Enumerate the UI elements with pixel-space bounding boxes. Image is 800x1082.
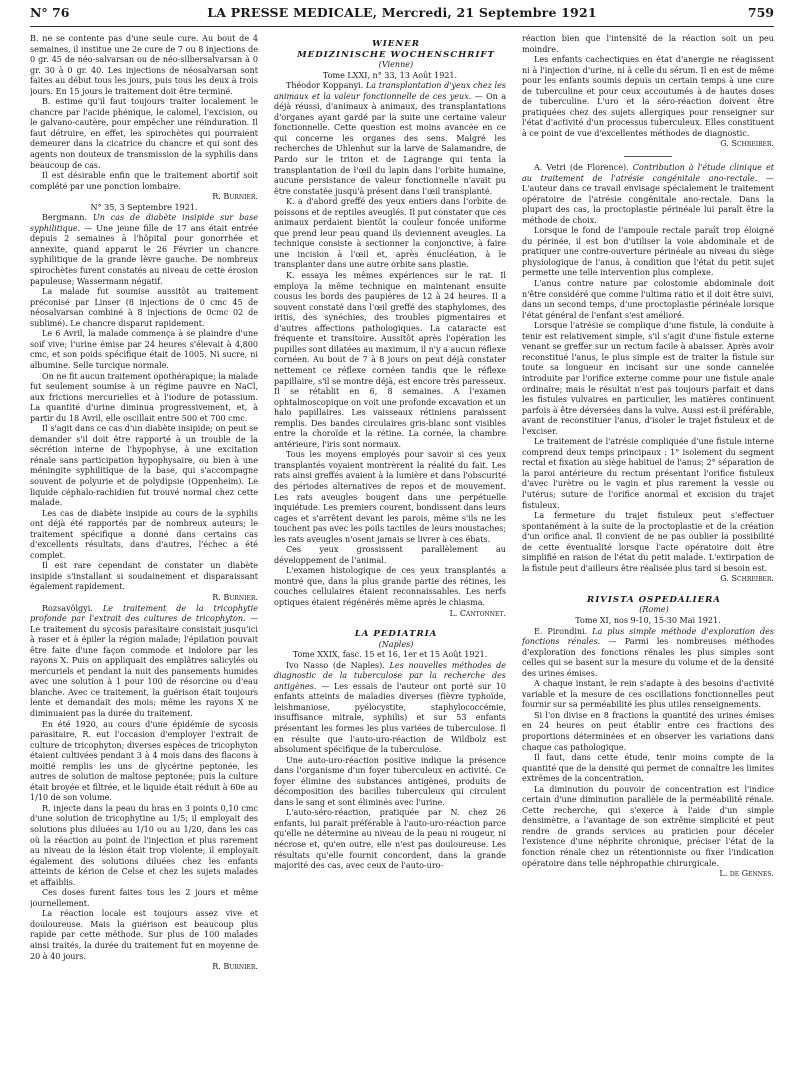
- paragraph: Il faut, dans cette étude, tenir moins compte de la quantité que de la densité qui permet de connaître les limites extrêmes de la concentration.: [522, 753, 774, 784]
- paragraph: Il est désirable enfin que le traitement abortif soit complété par une ponction lombaire.: [30, 171, 258, 191]
- article-title: La plus simple méthode d'exploration des fonctions rénales.: [522, 626, 774, 647]
- paragraph: L'anus contre nature par colostomie abdominale doit n'être considéré que comme l'ultima ratio et il doit être suivi, dans un second temps, d'une proctoplastie périnéale lorsque l'état général de l'enfant s'est amélioré.: [522, 279, 774, 320]
- article-title: Le traitement de la tricophytie profonde par l'extrait des cultures de tricophyton.: [30, 603, 258, 624]
- paragraph: B. ne se contente pas d'une seule cure. Au bout de 4 semaines, il institue une 2e cure de 7 ou 8 injections de 0 gr. 45 de néo-salvarsan ou de néo-silbersalvarsan à 0 gr. 30 à 0 gr. 40. Les injections de néosalvarsan sont faites au début tous les jours, puis tous les deux à trois jours. En 15 jours le traitement doit être terminé.: [30, 34, 258, 96]
- issue-line: Tome XXIX, fasc. 15 et 16, 1er et 15 Août 1921.: [292, 650, 488, 660]
- article-intro: [30, 604, 258, 720]
- article-text: — On a déjà réussi, d'animaux à animaux, des transplantations d'organes ayant gardé par la suite une certaine valeur fonctionnelle. Cette question est moins avancée en ce qui concerne les organes des sens. Malgré les recherches de Uhlenhut sur la larve de Salamandre, de Pardo sur le triton et de Lagrange qui tenta la transplantation de l'œil du lapin dans l'orbite humaine, aucune persistance de valeur fonctionnelle n'avait pu être constatée jusqu'à présent dans l'œil transplanté.: [274, 91, 506, 196]
- article-intro: [522, 163, 774, 226]
- paragraph: Une auto-uro-réaction positive indique la présence dans l'organisme d'un foyer tuberculeux en activité. Ce foyer élimine des substances antigènes, produits de décomposition des bacilles tuberculeux qui circulent dans le sang et sont éliminés avec l'urine.: [274, 755, 506, 807]
- article-text: — Le traitement du sycosis parasitaire consistait jusqu'ici à raser et à épiler la région malade; l'épilation pouvait être faite d'une façon commode et indolore par les rayons X. Puis on appliquait des emplâtres salicylés ou mercuriels et pendant la nuit des pansements humides avec une solution à 1 pour 100 de résorcine ou d'eau blanche. Avec ce traitement, la guérison était toujours lente et demandait des mois; même les rayons X ne diminuaient pas la durée du traitement.: [30, 614, 258, 718]
- paragraph: R. injecte dans la peau du bras en 3 points 0,10 cmc d'une solution de tricophytine au 1/5; il employait des solutions plus diluées au 1/10 ou au 1/20, dans les cas où la réaction au point de l'injection et plus rarement au niveau de la lésion était trop violente; il employait également des solutions diluées chez les enfants atteints de kérion de Celse et chez les sujets malades et affaiblis.: [30, 803, 258, 887]
- journal-place: (Vienne): [378, 60, 414, 70]
- issue-line: N° 35, 3 Septembre 1921.: [90, 202, 198, 212]
- paragraph: Le 6 Avril, la malade commença à se plaindre d'une soif vive; l'urine émise par 24 heures s'élevait à 4,800 cmc, et son poids spécifique était de 1005. Ni sucre, ni albumine. Selle turcique normale.: [30, 329, 258, 370]
- paragraph: L'examen histologique de ces yeux transplantés a montré que, dans la plus grande partie des rétines, les couches cellulaires étaient reconnaissables. Les nerfs optiques étaient régénérés même après le chiasma.: [274, 566, 506, 607]
- article-author: Théodor Koppanyi: [286, 81, 361, 91]
- article-title: Contribution à l'étude clinique et au traitement de l'atrésie congénitale ano-rectale.: [522, 163, 774, 183]
- signature: L. de Gennes.: [719, 869, 774, 879]
- article-author: Bergmann.: [42, 213, 88, 223]
- paragraph: L'auto-séro-réaction, pratiquée par N. chez 26 enfants, lui parait préférable à l'auto-uro-réaction parce qu'elle ne détermine au niveau de la peau ni rougeur, ni nécrose et, qu'en outre, elle n'est pas douloureuse. Les résultats qu'elle fournit concordent, dans la grande majorité des cas, avec ceux de l'auto-uro-: [274, 808, 506, 871]
- issue-line: Tome XI, nos 9-10, 15-30 Mai 1921.: [575, 615, 721, 625]
- paragraph: K. a d'abord greffé des yeux entiers dans l'orbite de poissons et de reptiles aveuglés. Il put constater que ces animaux perdaient bientôt la couleur foncée uniforme que prend leur peau quand ils deviennent aveugles. La technique consiste à sectionner la conjonctive, à faire une incision à l'œil et, après énucléation, à le transplanter dans une autre orbite sans plastie.: [274, 197, 506, 270]
- signature: G. Schreiber.: [720, 574, 774, 584]
- paragraph: Tous les moyens employés pour savoir si ces yeux transplantés voyaient montrèrent la réalité du fait. Les rats ainsi greffés avaient à la lumière et dans l'obscurité des périodes alternatives de repos et de mouvement. Les rats aveugles bougent dans une perpétuelle inquiétude. Les premiers courent, bondissent dans leurs cages et s'arrêtent devant les parois, même s'ils ne les touchent pas avec les poils tactiles de leurs moustaches; les rats aveugles n'osent jamais se livrer à ces ébats.: [274, 450, 506, 544]
- signature: R. Burnier.: [212, 962, 258, 972]
- article-title: Les nouvelles méthodes de diagnostic de la tuberculose par la recherche des antigènes.: [274, 660, 506, 691]
- paragraph: La malade fut soumise aussitôt au traitement préconisé par Linser (8 injections de 0 cmc 45 de néosalvarsan combiné à 8 injections de 0cmc 02 de sublimé). Le chancre disparut rapidement.: [30, 287, 258, 328]
- article-text: — Parmi les nombreuses méthodes d'exploration des fonctions rénales les plus simples sont celles qui se basent sur la mesure du volume et de la densité des urines émises.: [522, 637, 774, 678]
- article-author: Ivo Nasso (de Naples).: [286, 660, 385, 670]
- column-right: [522, 34, 774, 1074]
- signature: G. Schreiber.: [720, 139, 774, 149]
- issue-number: N° 76: [30, 5, 70, 20]
- paragraph: Les cas de diabète insipide au cours de la syphilis ont déjà été rapportés par de nombreux auteurs; le traitement spécifique a donné dans certains cas d'excellents résultats, dans d'autres, l'échec a été complet.: [30, 508, 258, 560]
- journal-title: LA PRESSE MEDICALE, Mercredi, 21 Septembre 1921: [207, 5, 597, 20]
- page-number: 759: [747, 5, 774, 20]
- paragraph: Il est rare cependant de constater un diabète insipide s'installant si soudainement et disparaissant également rapidement.: [30, 561, 258, 592]
- paragraph: Si l'on divise en 8 fractions la quantité des urines émises en 24 heures on peut établir entre ces fractions des proportions déterminées et en observer les variations dans chaque cas pathologique.: [522, 710, 774, 752]
- article-author: Rozsavölgyi.: [42, 603, 93, 613]
- separator: [624, 156, 672, 157]
- paragraph: A chaque instant, le rein s'adapte à des besoins d'activité variable et la mesure de ces oscillations fonctionnelles peut fournir sur sa perméabilité les plus utiles renseignements.: [522, 679, 774, 710]
- journal-name: RIVISTA OSPEDALIERA: [587, 594, 721, 605]
- paragraph: Lorsque le fond de l'ampoule rectale paraît trop éloigné du périnée, il est bon d'utiliser la voie abdominale et de pratiquer une contre-ouverture périnéale au niveau du siège physiologique de l'anus, à condition que l'état du petit sujet permette une telle intervention plus complexe.: [522, 226, 774, 278]
- signature: R. Burnier.: [212, 192, 258, 202]
- article-author: A. Vetri (de Florence).: [534, 163, 629, 173]
- paragraph: Les enfants cachectiques en état d'anergie ne réagissent ni à l'injection d'urine, ni à celle du sérum. Il en est de même pour les enfants soumis depuis un certain temps à une cure de tuberculine et pour ceux accoutumés à de hautes doses de tuberculine. L'uro et la séro-réaction doivent être pratiquées chez des sujets allergiques pour renseigner sur l'état d'activité d'un processus tuberculeux. Elles constituent à ce point de vue d'excellentes méthodes de diagnostic.: [522, 55, 774, 138]
- journal-place: (Naples): [378, 639, 414, 649]
- paragraph: Lorsque l'atrésie se complique d'une fistule, la conduite à tenir est relativement simple, s'il s'agit d'une fistule externe venant se greffer sur un rectum facile à abaisser. Après avoir reconstitué l'anus, le plus simple est de traiter la fistule sur toute sa longueur en incisant sur une sonde cannelée introduite par l'orifice externe comme pour une fistule anale ordinaire; mais le résultat n'est pas toujours parfait et dans les fistules vulvaires en particulier, les matières continuent parfois à être déversées dans la vulve. Aussi est-il préférable, avant de reconstituer l'anus, d'isoler le trajet fistuleux et de l'exciser.: [522, 321, 774, 436]
- signature: R. Burnier.: [212, 592, 258, 602]
- paragraph: Ces doses furent faites tous les 2 jours et même journellement.: [30, 888, 258, 908]
- header-rule: [30, 26, 774, 27]
- page-header: [30, 5, 774, 25]
- article-text: — Une jeune fille de 17 ans était entrée depuis 2 semaines à l'hôpital pour gonorrhée et annexite, quand apparut le 26 Février un chancre syphilitique de la grande lèvre gauche. De nombreux spirochètes furent constatés au niveau de cette érosion papuleuse; Wassermann négatif.: [30, 223, 258, 286]
- article-intro: [30, 213, 258, 287]
- paragraph: La diminution du pouvoir de concentration est l'indice certain d'une diminution parallèle de la perméabilité rénale. Cette recherche, qui s'exerce à l'aide d'un simple densimètre, a l'avantage de son extrême simplicité et peut rendre de grands services au praticien pour déceler l'existence d'une néphrite chronique, préciser l'état de la fonction rénale chez un rétentionniste ou fixer l'indication opératoire dans telle néphropathie chirurgicale.: [522, 784, 774, 868]
- article-intro: Théodor Koppanyi. La transplantation d'yeux chez les animaux et la valeur fonctionnelle de ces yeux. — On a déjà réussi, d'animaux à animaux, des transplantations d'organes ayant gardé par la suite une certaine valeur fonctionnelle. Cette question est moins avancée en ce qui concerne les organes des sens. Malgré les recherches de Uhlenhut sur la larve de Salamandre, de Pardo sur le triton et de Lagrange qui tenta la transplantation de l'œil du lapin dans l'orbite humaine, aucune persistance de valeur fonctionnelle n'avait pu être constatée jusqu'à présent dans l'œil transplanté.: [274, 81, 506, 196]
- journal-place: (Rome): [639, 605, 669, 615]
- journal-name: MEDIZINISCHE WOCHENSCHRIFT: [297, 49, 495, 60]
- signature: L. Cantonnet.: [449, 608, 506, 618]
- journal-name: LA PEDIATRIA: [354, 629, 438, 640]
- paragraph: Le traitement de l'atrésie compliquée d'une fistule interne comprend deux temps principaux : 1° isolement du segment rectal et fixation au siège habituel de l'anus; 2° séparation de la paroi antérieure du rectum présentant l'orifice fistuleux d'avec l'urètre ou le vagin et plus rarement la vessie ou l'utérus; suture de l'orifice anormal et excision du trajet fistuleux.: [522, 437, 774, 510]
- article-title: La transplantation d'yeux chez les animaux et la valeur fonctionnelle de ces yeux.: [274, 81, 506, 101]
- paragraph: K. essaya les mêmes expériences sur le rat. Il employa la même technique en maintenant ensuite cousus les bords des paupières de 12 à 24 heures. Il a souvent constaté dans l'œil greffé des staphylomes, des iritis, des synéchies, des troubles pigmentaires et d'autres affections pathologiques. La cataracte est fréquente et transitoire. Aussitôt après l'opération les pupilles sont dilatées au maximum, il n'y a aucun réflexe cornéen. Au bout de 7 à 8 jours on peut déjà constater nettement ce réflexe cornéen tandis que le réflexe papillaire, s'il se montre déjà, est encore très paresseux. Il se rétablit en 6, 8 semaines. A l'examen ophtalmoscopique on voit une profonde excavation et un halo papillaires. Les vaisseaux rétiniens paraissent remplis. Des bandes circulaires gris-blanc sont visibles entre la choroïde et la rétine. La cornée, la chambre antérieure, l'iris sont normaux.: [274, 271, 506, 449]
- article-text: — L'auteur dans ce travail envisage spécialement le traitement opératoire de l'atrésie congénitale ano-rectale. Dans la plupart des cas, la proctoplastie périnéale lui paraît être la méthode de choix.: [522, 173, 774, 225]
- paragraph: On ne fit aucun traitement opothérapique; la malade fut seulement soumise à un régime pauvre en NaCl, aux frictions mercurielles et à l'iodure de potassium. La quantité d'urine diminua progressivement, et, à partir du 18 Avril, elle oscillait entre 500 et 700 cmc.: [30, 371, 258, 423]
- paragraph: Il s'agit dans ce cas d'un diabète insipide; on peut se demander s'il doit être rapporté à un trouble de la sécrétion interne de l'hypophyse, à une excitation rénale sans participation hypophysaire, ou bien à une méningite syphilitique de la base, qui s'accompagne souvent de polyurie et de polydipsie (Oppenheim). Le liquide céphalo-rachidien fut trouvé normal chez cette malade.: [30, 424, 258, 508]
- article-author: E. Pirondini.: [534, 626, 588, 636]
- journal-name: WIENER: [372, 39, 420, 49]
- paragraph: La réaction locale est toujours assez vive et douloureuse. Mais la guérison est beaucoup plus rapide par cette méthode. Sur plus de 100 malades ainsi traités, la durée du traitement fut en moyenne de 20 à 40 jours.: [30, 909, 258, 961]
- article-intro: [274, 661, 506, 756]
- paragraph: réaction bien que l'intensité de la réaction soit un peu moindre.: [522, 34, 774, 54]
- issue-line: Tome LXXI, n° 33, 13 Août 1921.: [322, 70, 458, 80]
- article-title: Un cas de diabète insipide sur base syphilitique.: [30, 213, 258, 233]
- paragraph: B. estime qu'il faut toujours traiter localement le chancre par l'acide phénique, le calomel, l'excision, ou le galvano-cautère, pour empêcher une réinduration. Il faut détruire, en effet, les spirochètes qui pourraient demeurer dans la cicatrice du chancre et qui sont des agents non douteux de transmission de la syphilis dans beaucoup de cas.: [30, 97, 258, 170]
- column-left: [30, 34, 258, 1074]
- paragraph: En été 1920, au cours d'une épidémie de sycosis parasitaire, R. eut l'occasion d'employer l'extrait de culture de tricophyton; diverses espèces de tricophyton étaient cultivées pendant 3 à 4 mois dans des flacons à moitié remplis les uns de glycérine peptonée, les autres de solution de maltose peptonée; puis la culture était broyée et filtrée, et le liquide était réduit à 60e au 1/10 de son volume.: [30, 719, 258, 803]
- paragraph: La fermeture du trajet fistuleux peut s'effectuer spontanément à la suite de la proctoplastie et de la création d'un orifice anal. Il convient de ne pas oublier la possibilité de cette éventualité lorsque l'acte opératoire doit être simplifié en raison de l'état du petit malade. L'extirpation de la fistule peut d'ailleurs être réalisée plus tard si besoin est.: [522, 511, 774, 573]
- article-intro: [522, 627, 774, 680]
- paragraph: Ces yeux grossissent parallèlement au développement de l'animal.: [274, 545, 506, 565]
- article-text: — Les essais de l'auteur ont porté sur 10 enfants atteints de maladies diverses (fièvre typhoïde, leishmaniose, pyélocystite, staphylococcémie, insuffisance mitrale, syphilis) et sur 53 enfants présentant les formes les plus variées de tuberculose. Il en résulte que l'auto-uro-réaction de Wildbolz est absolument spécifique de la tuberculose.: [274, 681, 506, 755]
- column-middle: [274, 34, 506, 1074]
